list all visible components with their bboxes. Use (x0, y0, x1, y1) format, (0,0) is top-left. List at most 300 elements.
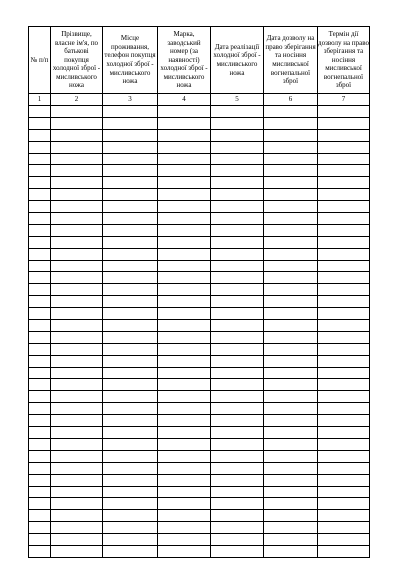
table-cell[interactable] (318, 308, 370, 320)
table-cell[interactable] (318, 106, 370, 118)
table-cell[interactable] (103, 177, 158, 189)
table-cell[interactable] (51, 403, 103, 415)
table-cell[interactable] (103, 165, 158, 177)
table-row (29, 224, 370, 236)
table-cell[interactable] (51, 498, 103, 510)
table-cell[interactable] (51, 284, 103, 296)
table-cell[interactable] (51, 189, 103, 201)
table-cell[interactable] (29, 201, 51, 213)
table-cell[interactable] (103, 545, 158, 557)
table-cell[interactable] (103, 141, 158, 153)
table-row (29, 438, 370, 450)
table-cell[interactable] (318, 379, 370, 391)
table-cell[interactable] (211, 498, 264, 510)
table-cell[interactable] (318, 355, 370, 367)
table-row (29, 427, 370, 439)
table-cell[interactable] (103, 320, 158, 332)
table-cell[interactable] (211, 545, 264, 557)
table-cell[interactable] (158, 248, 211, 260)
table-cell[interactable] (211, 129, 264, 141)
table-cell[interactable] (318, 236, 370, 248)
table-cell[interactable] (51, 427, 103, 439)
column-number: 3 (103, 94, 158, 106)
table-cell[interactable] (318, 474, 370, 486)
table-cell[interactable] (264, 367, 318, 379)
table-cell[interactable] (264, 201, 318, 213)
table-cell[interactable] (158, 224, 211, 236)
table-cell[interactable] (158, 272, 211, 284)
table-cell[interactable] (264, 260, 318, 272)
table-cell[interactable] (318, 486, 370, 498)
table-cell[interactable] (318, 367, 370, 379)
table-cell[interactable] (264, 379, 318, 391)
table-cell[interactable] (158, 462, 211, 474)
table-cell[interactable] (51, 474, 103, 486)
table-cell[interactable] (318, 331, 370, 343)
table-cell[interactable] (51, 343, 103, 355)
table-cell[interactable] (211, 438, 264, 450)
table-cell[interactable] (51, 236, 103, 248)
table-row (29, 153, 370, 165)
table-cell[interactable] (264, 189, 318, 201)
table-cell[interactable] (211, 331, 264, 343)
table-cell[interactable] (264, 510, 318, 522)
table-cell[interactable] (318, 177, 370, 189)
table-cell[interactable] (318, 117, 370, 129)
table-cell[interactable] (29, 296, 51, 308)
header-cell-knife-brand: Марка, заводський номер (за наявності) холодної зброї - мисливського ножа (158, 27, 211, 94)
table-cell[interactable] (29, 248, 51, 260)
table-cell[interactable] (264, 141, 318, 153)
table-cell[interactable] (264, 486, 318, 498)
table-cell[interactable] (29, 106, 51, 118)
table-cell[interactable] (51, 320, 103, 332)
table-cell[interactable] (51, 296, 103, 308)
table-cell[interactable] (29, 189, 51, 201)
table-cell[interactable] (158, 391, 211, 403)
table-cell[interactable] (29, 213, 51, 225)
table-cell[interactable] (264, 284, 318, 296)
table-cell[interactable] (211, 117, 264, 129)
table-cell[interactable] (264, 545, 318, 557)
column-number-row (29, 94, 370, 106)
table-cell[interactable] (264, 117, 318, 129)
table-cell[interactable] (103, 248, 158, 260)
table-cell[interactable] (318, 284, 370, 296)
table-cell[interactable] (158, 355, 211, 367)
table-cell[interactable] (158, 498, 211, 510)
table-cell[interactable] (211, 522, 264, 534)
table-cell[interactable] (211, 189, 264, 201)
table-row (29, 474, 370, 486)
table-cell[interactable] (158, 522, 211, 534)
table-cell[interactable] (51, 248, 103, 260)
table-cell[interactable] (51, 415, 103, 427)
table-cell[interactable] (158, 260, 211, 272)
table-cell[interactable] (29, 165, 51, 177)
table-cell[interactable] (318, 343, 370, 355)
table-cell[interactable] (211, 462, 264, 474)
table-cell[interactable] (264, 462, 318, 474)
table-cell[interactable] (264, 320, 318, 332)
table-row (29, 284, 370, 296)
table-cell[interactable] (211, 153, 264, 165)
table-cell[interactable] (51, 165, 103, 177)
column-number: 4 (158, 94, 211, 106)
table-row (29, 498, 370, 510)
table-cell[interactable] (29, 427, 51, 439)
table-cell[interactable] (158, 201, 211, 213)
table-cell[interactable] (264, 224, 318, 236)
table-cell[interactable] (318, 129, 370, 141)
table-cell[interactable] (211, 343, 264, 355)
table-cell[interactable] (264, 522, 318, 534)
table-cell[interactable] (211, 450, 264, 462)
table-cell[interactable] (211, 320, 264, 332)
table-cell[interactable] (211, 201, 264, 213)
table-cell[interactable] (51, 486, 103, 498)
table-row (29, 534, 370, 546)
table-cell[interactable] (211, 177, 264, 189)
table-cell[interactable] (51, 331, 103, 343)
table-cell[interactable] (158, 153, 211, 165)
table-cell[interactable] (51, 308, 103, 320)
table-cell[interactable] (158, 415, 211, 427)
table-cell[interactable] (29, 391, 51, 403)
table-cell[interactable] (264, 153, 318, 165)
table-cell[interactable] (264, 355, 318, 367)
table-cell[interactable] (318, 522, 370, 534)
header-cell-buyer-address: Місце проживання, телефон покупця холодної зброї - мисливського ножа (103, 27, 158, 94)
table-cell[interactable] (29, 438, 51, 450)
table-cell[interactable] (29, 117, 51, 129)
table-cell[interactable] (158, 450, 211, 462)
table-cell[interactable] (51, 201, 103, 213)
table-cell[interactable] (103, 106, 158, 118)
table-cell[interactable] (51, 450, 103, 462)
table-cell[interactable] (103, 403, 158, 415)
table-cell[interactable] (29, 510, 51, 522)
table-cell[interactable] (264, 534, 318, 546)
table-cell[interactable] (158, 117, 211, 129)
table-cell[interactable] (51, 462, 103, 474)
table-cell[interactable] (103, 296, 158, 308)
table-cell[interactable] (211, 403, 264, 415)
table-cell[interactable] (103, 308, 158, 320)
table-cell[interactable] (29, 498, 51, 510)
table-cell[interactable] (158, 284, 211, 296)
table-cell[interactable] (29, 272, 51, 284)
table-cell[interactable] (158, 213, 211, 225)
table-cell[interactable] (29, 177, 51, 189)
table-cell[interactable] (51, 522, 103, 534)
table-row (29, 248, 370, 260)
table-cell[interactable] (29, 379, 51, 391)
table-cell[interactable] (264, 165, 318, 177)
table-cell[interactable] (51, 355, 103, 367)
table-cell[interactable] (158, 474, 211, 486)
table-cell[interactable] (103, 260, 158, 272)
table-row (29, 462, 370, 474)
table-cell[interactable] (29, 129, 51, 141)
table-cell[interactable] (29, 320, 51, 332)
table-cell[interactable] (264, 438, 318, 450)
table-cell[interactable] (211, 141, 264, 153)
table-cell[interactable] (51, 379, 103, 391)
table-cell[interactable] (29, 545, 51, 557)
table-cell[interactable] (318, 498, 370, 510)
table-cell[interactable] (103, 450, 158, 462)
table-cell[interactable] (51, 260, 103, 272)
table-cell[interactable] (29, 486, 51, 498)
header-cell-permit-validity: Термін дії дозволу на право зберігання та носіння мисливської вогнепальної зброї (318, 27, 370, 94)
table-cell[interactable] (264, 106, 318, 118)
table-cell[interactable] (318, 296, 370, 308)
table-cell[interactable] (103, 498, 158, 510)
table-cell[interactable] (103, 201, 158, 213)
table-cell[interactable] (29, 331, 51, 343)
table-cell[interactable] (51, 510, 103, 522)
table-cell[interactable] (103, 534, 158, 546)
table-cell[interactable] (29, 522, 51, 534)
table-row (29, 213, 370, 225)
table-cell[interactable] (318, 427, 370, 439)
table-cell[interactable] (51, 438, 103, 450)
table-cell[interactable] (211, 474, 264, 486)
table-cell[interactable] (103, 486, 158, 498)
table-cell[interactable] (211, 427, 264, 439)
table-cell[interactable] (318, 534, 370, 546)
table-cell[interactable] (158, 296, 211, 308)
table-cell[interactable] (103, 474, 158, 486)
table-cell[interactable] (211, 248, 264, 260)
table-cell[interactable] (103, 272, 158, 284)
table-cell[interactable] (29, 260, 51, 272)
table-cell[interactable] (158, 427, 211, 439)
table-row (29, 236, 370, 248)
table-cell[interactable] (158, 379, 211, 391)
table-cell[interactable] (211, 308, 264, 320)
table-cell[interactable] (211, 379, 264, 391)
table-cell[interactable] (318, 415, 370, 427)
table-cell[interactable] (264, 498, 318, 510)
table-cell[interactable] (211, 106, 264, 118)
table-cell[interactable] (51, 106, 103, 118)
table-cell[interactable] (211, 236, 264, 248)
table-cell[interactable] (211, 165, 264, 177)
table-row (29, 296, 370, 308)
table-cell[interactable] (51, 177, 103, 189)
table-cell[interactable] (264, 213, 318, 225)
table-cell[interactable] (103, 153, 158, 165)
table-cell[interactable] (264, 308, 318, 320)
table-cell[interactable] (29, 236, 51, 248)
table-cell[interactable] (103, 367, 158, 379)
table-cell[interactable] (318, 462, 370, 474)
table-cell[interactable] (264, 296, 318, 308)
table-cell[interactable] (211, 510, 264, 522)
table-cell[interactable] (158, 486, 211, 498)
table-cell[interactable] (29, 403, 51, 415)
table-cell[interactable] (103, 438, 158, 450)
table-cell[interactable] (318, 510, 370, 522)
table-row (29, 343, 370, 355)
table-row (29, 308, 370, 320)
table-cell[interactable] (158, 343, 211, 355)
table-cell[interactable] (318, 450, 370, 462)
table-cell[interactable] (51, 272, 103, 284)
table-row (29, 486, 370, 498)
table-cell[interactable] (318, 438, 370, 450)
table-cell[interactable] (158, 510, 211, 522)
table-cell[interactable] (211, 284, 264, 296)
table-cell[interactable] (29, 367, 51, 379)
table-cell[interactable] (158, 403, 211, 415)
table-cell[interactable] (103, 129, 158, 141)
table-cell[interactable] (318, 260, 370, 272)
table-cell[interactable] (29, 308, 51, 320)
table-cell[interactable] (264, 403, 318, 415)
table-cell[interactable] (103, 510, 158, 522)
table-cell[interactable] (103, 379, 158, 391)
table-cell[interactable] (158, 367, 211, 379)
table-row (29, 415, 370, 427)
table-cell[interactable] (103, 415, 158, 427)
table-cell[interactable] (29, 141, 51, 153)
table-cell[interactable] (158, 141, 211, 153)
table-cell[interactable] (318, 248, 370, 260)
table-cell[interactable] (51, 391, 103, 403)
table-cell[interactable] (264, 236, 318, 248)
table-cell[interactable] (29, 153, 51, 165)
table-cell[interactable] (318, 141, 370, 153)
table-cell[interactable] (318, 391, 370, 403)
table-cell[interactable] (103, 522, 158, 534)
column-number: 2 (51, 94, 103, 106)
table-cell[interactable] (158, 320, 211, 332)
table-cell[interactable] (158, 438, 211, 450)
table-cell[interactable] (158, 129, 211, 141)
table-cell[interactable] (211, 534, 264, 546)
table-cell[interactable] (158, 177, 211, 189)
table-cell[interactable] (51, 153, 103, 165)
table-cell[interactable] (264, 474, 318, 486)
table-cell[interactable] (51, 545, 103, 557)
table-cell[interactable] (29, 355, 51, 367)
table-cell[interactable] (211, 260, 264, 272)
table-cell[interactable] (158, 189, 211, 201)
table-row (29, 331, 370, 343)
table-cell[interactable] (103, 284, 158, 296)
table-row (29, 141, 370, 153)
table-row (29, 189, 370, 201)
table-cell[interactable] (29, 474, 51, 486)
table-row (29, 367, 370, 379)
table-cell[interactable] (211, 486, 264, 498)
table-cell[interactable] (51, 224, 103, 236)
table-cell[interactable] (51, 534, 103, 546)
table-cell[interactable] (158, 165, 211, 177)
table-cell[interactable] (103, 224, 158, 236)
table-cell[interactable] (158, 236, 211, 248)
table-cell[interactable] (264, 427, 318, 439)
table-cell[interactable] (211, 213, 264, 225)
column-number: 5 (211, 94, 264, 106)
table-cell[interactable] (29, 462, 51, 474)
table-cell[interactable] (211, 224, 264, 236)
table-row (29, 272, 370, 284)
table-cell[interactable] (51, 129, 103, 141)
table-cell[interactable] (158, 106, 211, 118)
table-cell[interactable] (51, 141, 103, 153)
table-cell[interactable] (158, 534, 211, 546)
table-cell[interactable] (264, 415, 318, 427)
table-cell[interactable] (264, 450, 318, 462)
table-cell[interactable] (318, 403, 370, 415)
table-cell[interactable] (51, 213, 103, 225)
table-row (29, 260, 370, 272)
table-cell[interactable] (318, 153, 370, 165)
table-row (29, 522, 370, 534)
table-cell[interactable] (211, 296, 264, 308)
table-cell[interactable] (29, 534, 51, 546)
table-cell[interactable] (318, 201, 370, 213)
table-cell[interactable] (103, 427, 158, 439)
table-cell[interactable] (103, 213, 158, 225)
table-cell[interactable] (158, 545, 211, 557)
table-cell[interactable] (318, 320, 370, 332)
table-cell[interactable] (29, 450, 51, 462)
table-cell[interactable] (51, 117, 103, 129)
table-cell[interactable] (103, 236, 158, 248)
table-cell[interactable] (29, 224, 51, 236)
table-cell[interactable] (29, 415, 51, 427)
table-cell[interactable] (264, 248, 318, 260)
table-cell[interactable] (264, 343, 318, 355)
table-cell[interactable] (103, 117, 158, 129)
table-cell[interactable] (103, 331, 158, 343)
table-cell[interactable] (318, 272, 370, 284)
table-cell[interactable] (158, 331, 211, 343)
table-cell[interactable] (264, 272, 318, 284)
table-cell[interactable] (264, 391, 318, 403)
table-cell[interactable] (29, 343, 51, 355)
table-cell[interactable] (103, 391, 158, 403)
table-cell[interactable] (211, 367, 264, 379)
table-cell[interactable] (51, 367, 103, 379)
table-cell[interactable] (211, 355, 264, 367)
table-cell[interactable] (318, 189, 370, 201)
table-cell[interactable] (103, 343, 158, 355)
table-cell[interactable] (211, 391, 264, 403)
table-cell[interactable] (318, 165, 370, 177)
table-cell[interactable] (318, 545, 370, 557)
table-cell[interactable] (211, 415, 264, 427)
table-cell[interactable] (264, 129, 318, 141)
table-cell[interactable] (103, 355, 158, 367)
table-cell[interactable] (211, 272, 264, 284)
table-cell[interactable] (158, 308, 211, 320)
table-cell[interactable] (318, 213, 370, 225)
table-row (29, 510, 370, 522)
table-cell[interactable] (103, 189, 158, 201)
header-cell-index: № п/п (29, 27, 51, 94)
table-cell[interactable] (318, 224, 370, 236)
table-cell[interactable] (264, 331, 318, 343)
table-cell[interactable] (264, 177, 318, 189)
table-cell[interactable] (103, 462, 158, 474)
table-cell[interactable] (29, 284, 51, 296)
